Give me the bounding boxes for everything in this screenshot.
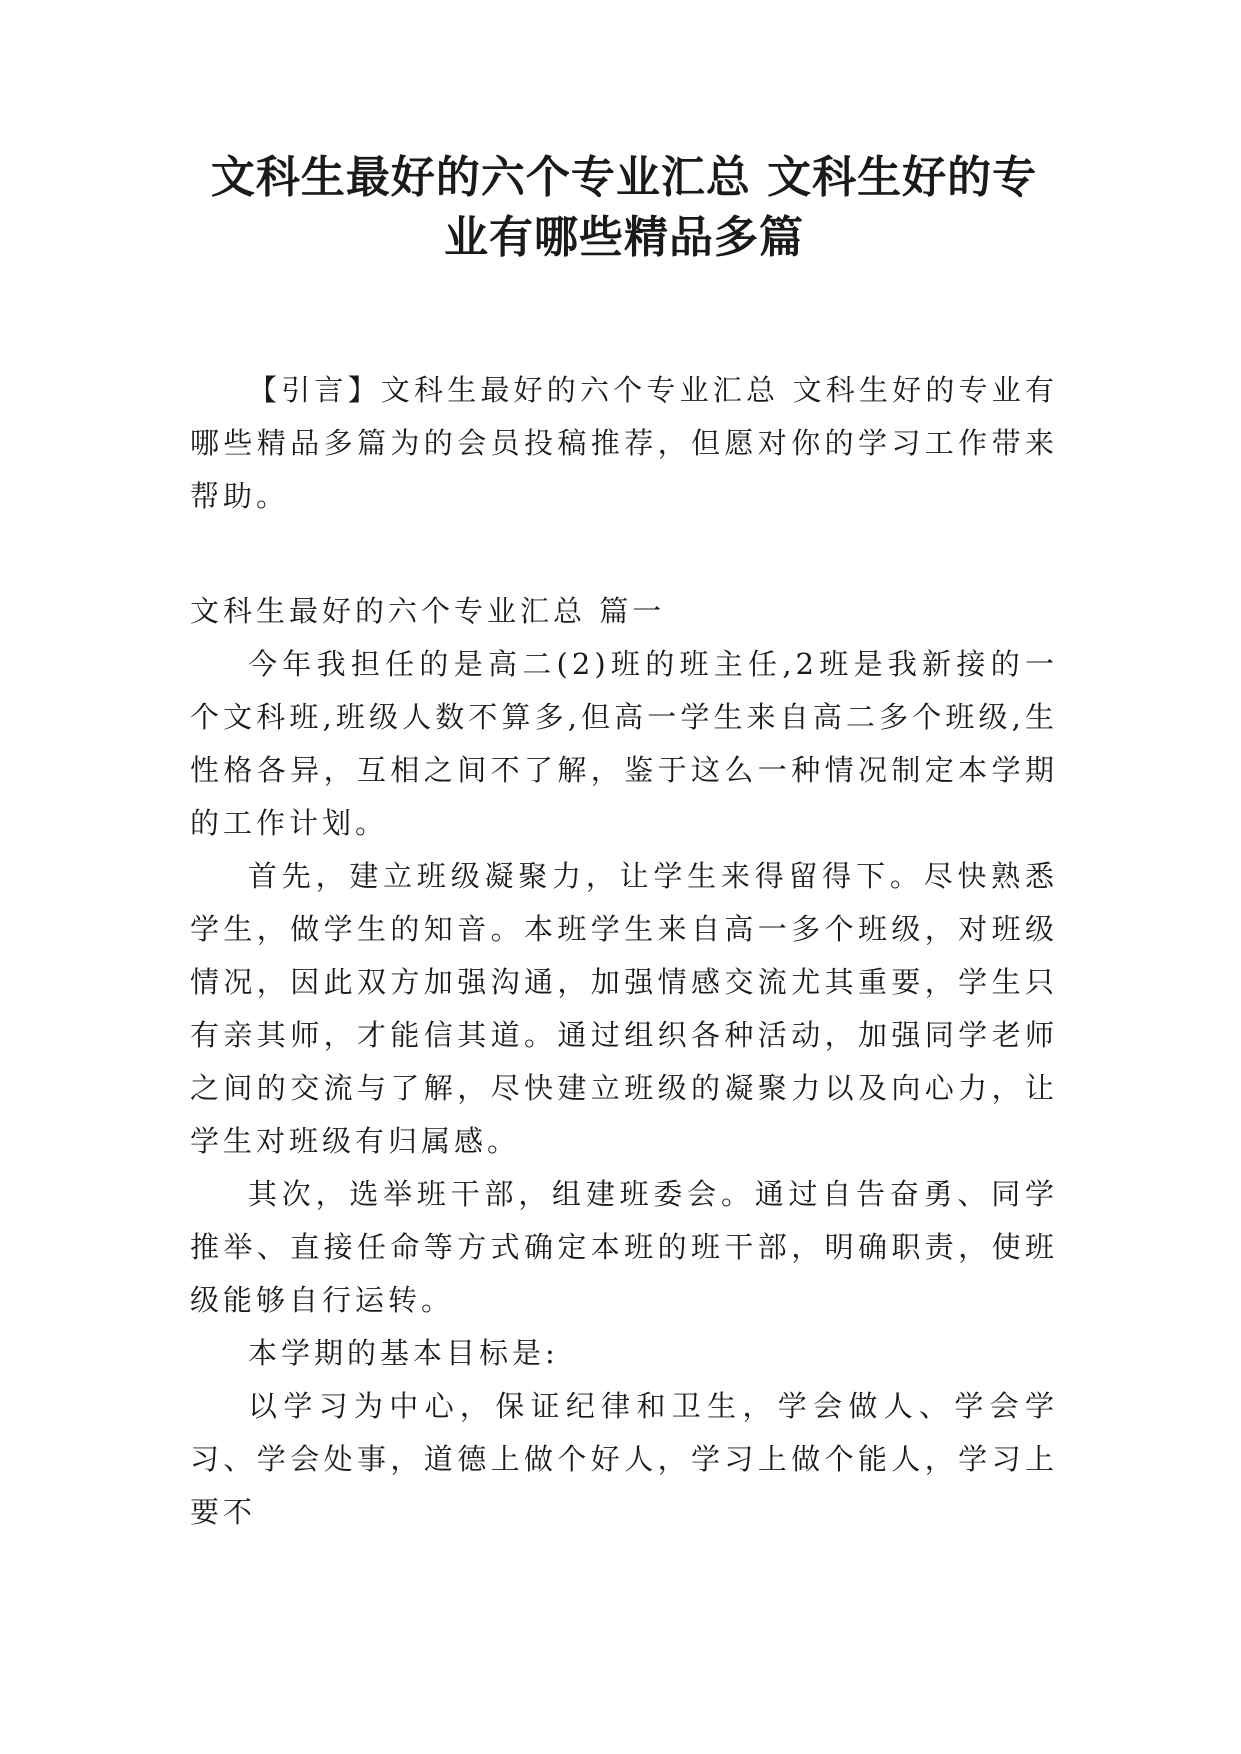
body-paragraph: 首先，建立班级凝聚力，让学生来得留得下。尽快熟悉学生，做学生的知音。本班学生来自高一多个班级，对班级情况，因此双方加强沟通，加强情感交流尤其重要，学生只有亲其师，才能信其道。通过组织各种活动，加强同学老师之间的交流与了解，尽快建立班级的凝聚力以及向心力，让学生对班级有归属感。: [190, 859, 1058, 1158]
body-paragraph: 其次，选举班干部，组建班委会。通过自告奋勇、同学推举、直接任命等方式确定本班的班干部，明确职责，使班级能够自行运转。: [190, 1177, 1058, 1317]
section-heading: 文科生最好的六个专业汇总 篇一: [190, 594, 666, 628]
document-title: 文科生最好的六个专业汇总 文科生好的专业有哪些精品多篇: [210, 152, 1038, 263]
intro-paragraph: 【引言】文科生最好的六个专业汇总 文科生好的专业有哪些精品多篇为的会员投稿推荐，但愿对你的学习工作带来帮助。: [190, 373, 1058, 513]
body-paragraph: 以学习为中心，保证纪律和卫生，学会做人、学会学习、学会处事，道德上做个好人，学习上做个能人，学习上要不: [190, 1389, 1058, 1529]
body-paragraph: 今年我担任的是高二(2)班的班主任,2班是我新接的一个文科班,班级人数不算多,但高一学生来自高二多个班级,生性格各异，互相之间不了解，鉴于这么一种情况制定本学期的工作计划。: [190, 647, 1058, 840]
body-paragraph: 本学期的基本目标是:: [248, 1336, 559, 1370]
